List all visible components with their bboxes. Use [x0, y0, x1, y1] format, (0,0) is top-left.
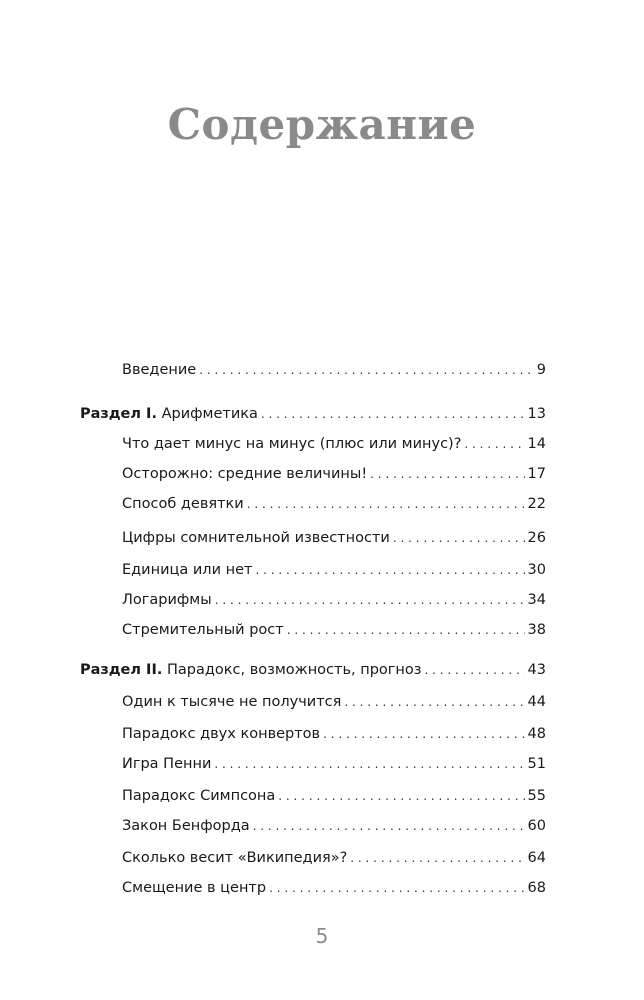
- dot-leader: [393, 531, 525, 545]
- toc-section-label: Раздел I.: [80, 406, 157, 422]
- toc-section-label: Раздел II.: [80, 662, 163, 678]
- toc-entry-text: Парадокс Симпсона: [122, 788, 276, 804]
- dot-leader: [424, 663, 524, 677]
- toc-entry: [122, 788, 546, 814]
- toc-entry-title: [122, 466, 367, 482]
- toc-section-entry: [80, 662, 546, 688]
- toc-page-number: 14: [527, 436, 546, 452]
- toc-entry-title: [122, 788, 275, 804]
- toc-entry-title: [122, 592, 212, 608]
- toc-entry-text: Цифры сомнительной известности: [122, 530, 390, 546]
- toc-page-number: 44: [527, 694, 546, 710]
- toc-entry: [122, 818, 546, 844]
- toc-entry-title: [80, 662, 421, 678]
- toc-entry: [122, 362, 546, 388]
- toc-page-number: 55: [527, 788, 546, 804]
- toc-entry-text: Игра Пенни: [122, 756, 212, 772]
- toc-entry-text: Что дает минус на минус (плюс или минус)?: [122, 436, 462, 452]
- toc-entry: [122, 850, 546, 876]
- toc-entry-title: [80, 406, 258, 422]
- toc-entry: [122, 880, 546, 906]
- toc-entry-title: [122, 562, 252, 578]
- dot-leader: [350, 851, 524, 865]
- dot-leader: [214, 757, 524, 771]
- toc-entry: [122, 530, 546, 556]
- toc-page-number: 43: [527, 662, 546, 678]
- toc-page-number: 30: [527, 562, 546, 578]
- toc-entry: [122, 592, 546, 618]
- toc-entry-text: Введение: [122, 362, 197, 378]
- toc-entry-text: Парадокс двух конвертов: [122, 726, 321, 742]
- page-title: Содержание: [167, 100, 477, 149]
- dot-leader: [269, 881, 524, 895]
- toc-page-number: 22: [527, 496, 546, 512]
- toc-entry-title: [122, 362, 196, 378]
- toc-entry-text: Логарифмы: [122, 592, 212, 608]
- toc-entry: [122, 622, 546, 648]
- toc-entry-title: [122, 850, 347, 866]
- toc-entry: [122, 562, 546, 588]
- toc-section-entry: [80, 406, 546, 432]
- toc-page-number: 48: [527, 726, 546, 742]
- dot-leader: [278, 789, 524, 803]
- toc-entry-title: [122, 530, 390, 546]
- dot-leader: [287, 623, 525, 637]
- toc-page-number: 60: [527, 818, 546, 834]
- toc-entry: [122, 466, 546, 492]
- dot-leader: [253, 819, 525, 833]
- toc-entry: [122, 496, 546, 522]
- dot-leader: [464, 437, 524, 451]
- toc-page-number: 34: [527, 592, 546, 608]
- toc-entry-text: Один к тысяче не получится: [122, 694, 342, 710]
- toc-entry-text: Единица или нет: [122, 562, 253, 578]
- toc-entry-title: [122, 880, 266, 896]
- toc-entry-title: [122, 622, 284, 638]
- toc-entry-text: Смещение в центр: [122, 880, 267, 896]
- toc-page-number: 51: [527, 756, 546, 772]
- toc-entry-text: Арифметика: [156, 406, 258, 422]
- toc-page-number: 17: [527, 466, 546, 482]
- toc-entry: [122, 756, 546, 782]
- toc-page-number: 64: [527, 850, 546, 866]
- page-number: 5: [315, 924, 329, 948]
- dot-leader: [247, 497, 525, 511]
- toc-entry-text: Закон Бенфорда: [122, 818, 250, 834]
- toc-entry-title: [122, 436, 461, 452]
- toc-entry-title: [122, 496, 244, 512]
- toc-entry-title: [122, 818, 250, 834]
- dot-leader: [261, 407, 525, 421]
- dot-leader: [344, 695, 524, 709]
- toc-page-number: 9: [536, 362, 546, 378]
- toc-entry-text: Парадокс, возможность, прогноз: [162, 662, 422, 678]
- toc-entry: [122, 694, 546, 720]
- dot-leader: [323, 727, 524, 741]
- toc-entry: [122, 726, 546, 752]
- dot-leader: [199, 363, 534, 377]
- dot-leader: [255, 563, 524, 577]
- toc-page-number: 38: [527, 622, 546, 638]
- dot-leader: [215, 593, 525, 607]
- toc-entry-text: Осторожно: средние величины!: [122, 466, 368, 482]
- toc-entry: [122, 436, 546, 462]
- toc-entry-title: [122, 756, 211, 772]
- toc-entry-title: [122, 694, 341, 710]
- dot-leader: [370, 467, 524, 481]
- toc-page-number: 13: [527, 406, 546, 422]
- toc-entry-text: Способ девятки: [122, 496, 244, 512]
- toc-entry-text: Сколько весит «Википедия»?: [122, 850, 348, 866]
- toc-entry-text: Стремительный рост: [122, 622, 284, 638]
- toc-page-number: 68: [527, 880, 546, 896]
- toc-entry-title: [122, 726, 320, 742]
- toc-page-number: 26: [527, 530, 546, 546]
